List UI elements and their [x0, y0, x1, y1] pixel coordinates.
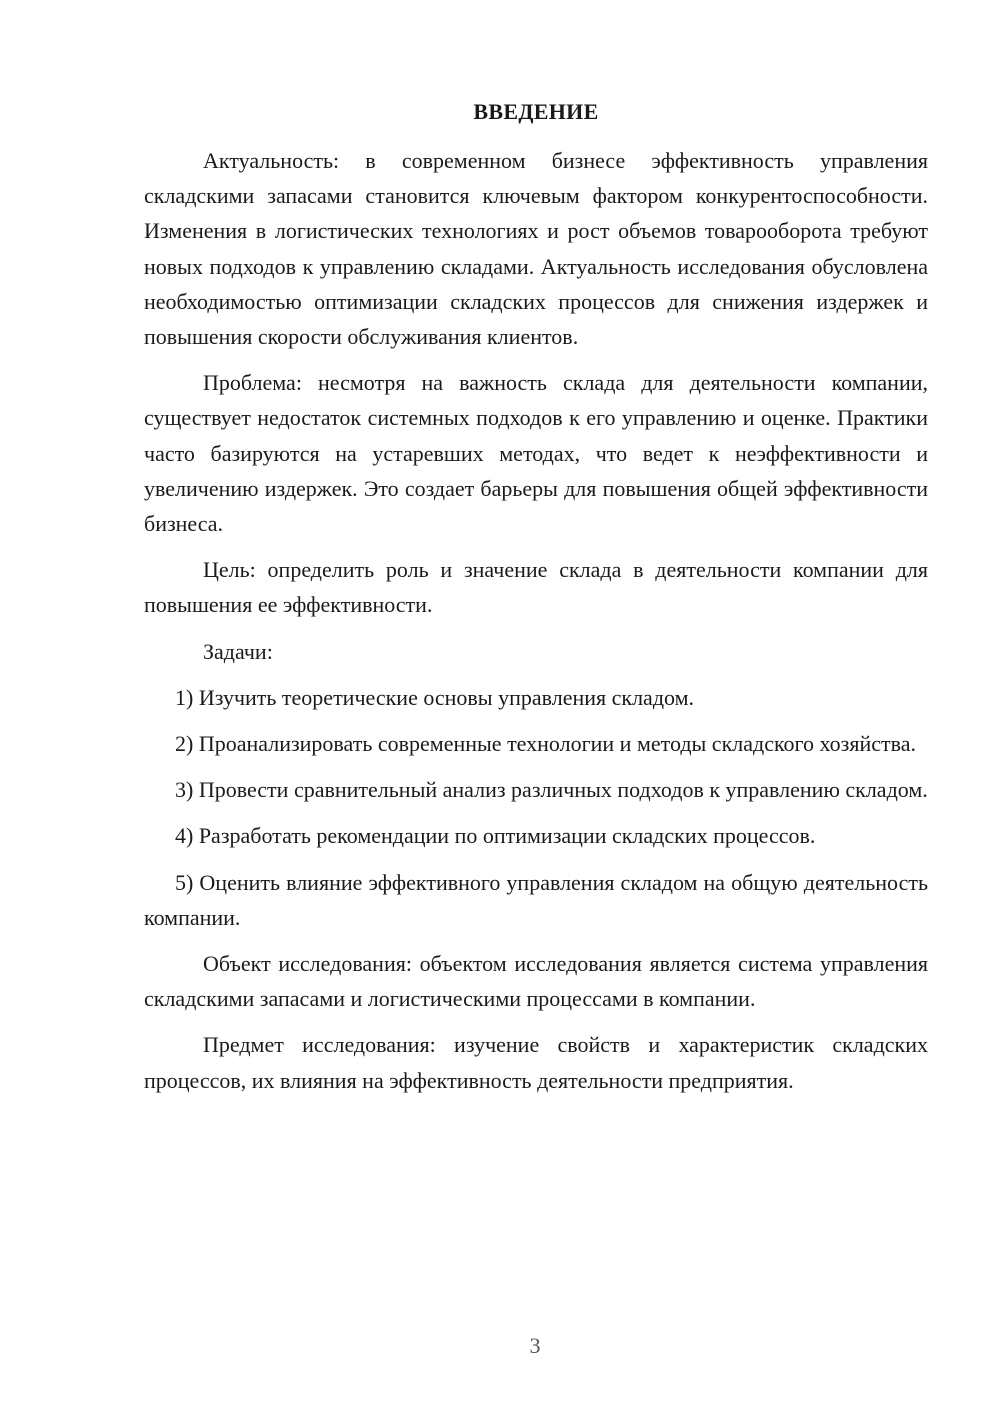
task-item-5: 5) Оценить влияние эффективного управления складом на общую деятельность компании.	[144, 869, 928, 930]
task-item-1: 1) Изучить теоретические основы управления складом.	[175, 684, 695, 710]
task-item-3: 3) Провести сравнительный анализ различных подходов к управлению складом.	[175, 777, 928, 803]
task-item-4: 4) Разработать рекомендации по оптимизации складских процессов.	[175, 823, 816, 849]
task-item-2: 2) Проанализировать современные технологии и методы складского хозяйства.	[175, 731, 916, 757]
page-title: ВВЕДЕНИЕ	[473, 99, 599, 124]
document-page	[144, 94, 928, 1098]
page-number: 3	[529, 1333, 541, 1358]
paragraph-problem: Проблема: несмотря на важность склада для деятельности компании, существует недостаток системных подходов к его управлению и оценке. Практики часто базируются на устаревших методах, что ведет к неэффективности и увеличению издержек. Это создает барьеры для повышения общей эффективности бизнеса.	[144, 370, 928, 537]
paragraph-research-subject: Предмет исследования: изучение свойств и характеристик складских процессов, их влияния на эффективность деятельности предприятия.	[144, 1032, 928, 1093]
paragraph-goal: Цель: определить роль и значение склада в деятельности компании для повышения ее эффективности.	[144, 557, 928, 618]
paragraph-tasks-heading: Задачи:	[203, 638, 273, 664]
paragraph-research-object: Объект исследования: объектом исследования является система управления складскими запасами и логистическими процессами в компании.	[144, 951, 928, 1012]
paragraph-relevance: Актуальность: в современном бизнесе эффективность управления складскими запасами становится ключевым фактором конкурентоспособности. Изменения в логистических технологиях и рост объемов товарооборота требуют новых подходов к управлению складами. Актуальность исследования обусловлена необходимостью оптимизации складских процессов для снижения издержек и повышения скорости обслуживания клиентов.	[144, 148, 928, 350]
